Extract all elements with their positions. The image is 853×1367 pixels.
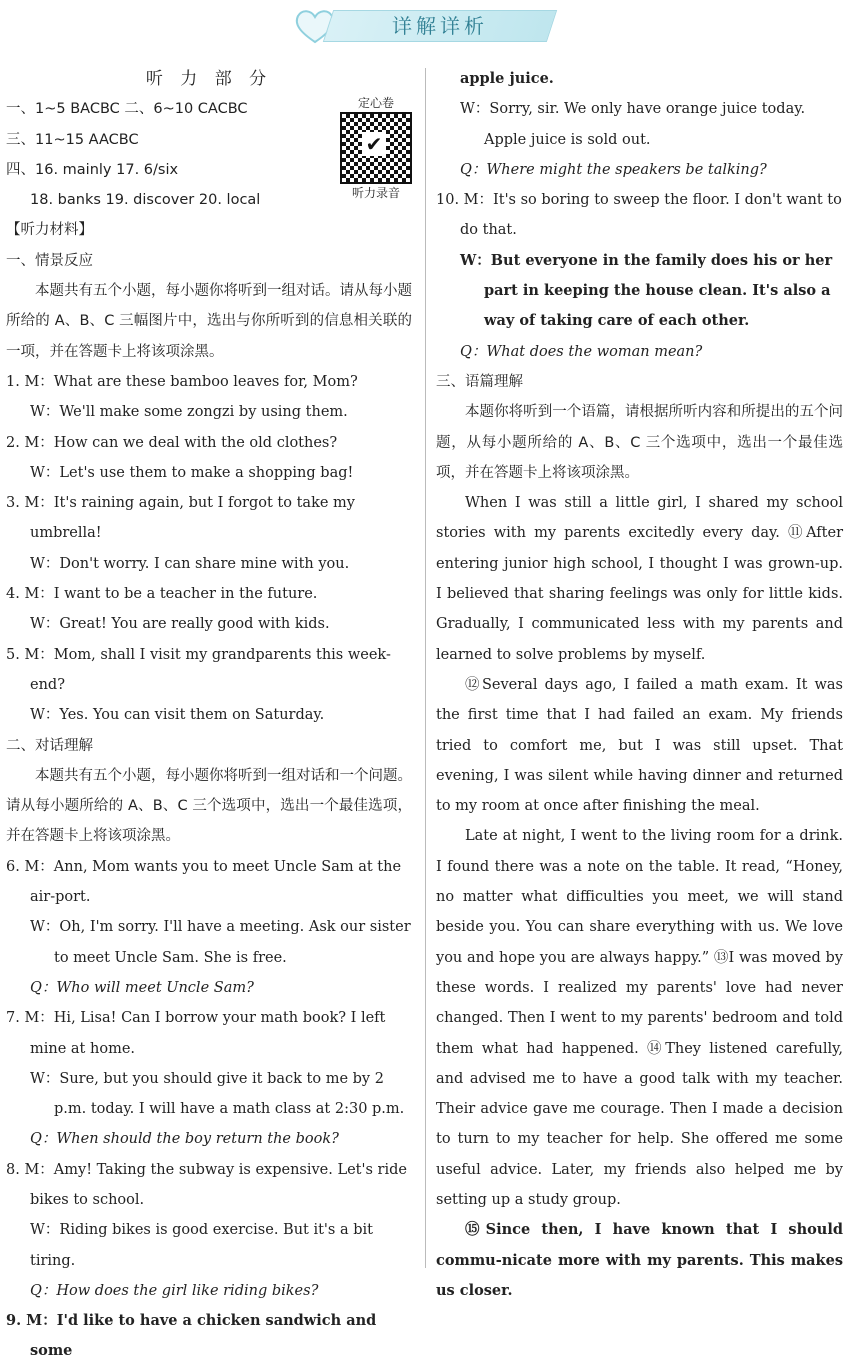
passage-paragraph-1: When I was still a little girl, I shared my school stories with my parents excitedly every day. ⑪After entering junior high school, I thought I was grown-up. I believed that sharing feelings was only for little kids. Gradually, I communicated less with my parents and learned to solve problems by myself. [436,495,843,663]
dialogue-10-q: Q：What does the woman mean? [460,343,703,360]
section-3-instructions: 本题你将听到一个语篇，请根据所听内容和所提出的五个问题，从每小题所给的 A、B、C 三个选项中，选出一个最佳选项，并在答题卡上将该项涂黑。 [436,404,843,481]
passage-paragraph-3: Late at night, I went to the living room for a drink. I found there was a note on the table. It read, “Honey, no matter what difficulties you meet, we will stand beside you. You can share everything with us. We love you and hope you are always happy.” ⑬I was moved by these words. I realized my parents' love had never changed. Then I went to my parents' bedroom and told them what had happened. ⑭They listened carefully, and advised me to have a good talk with my teacher. Their advice gave me courage. Then I made a decision to turn to my teacher for help. She offered me some useful advice. Later, my friends also helped me by setting up a study group. [436,828,843,1208]
section-1-instructions: 本题共有五个小题，每小题你将听到一组对话。请从每小题所给的 A、B、C 三幅图片中，选出与你所听到的信息相关联的一项，并在答题卡上将该项涂黑。 [6,283,412,360]
section-2-instructions: 本题共有五个小题，每小题你将听到一组对话和一个问题。请从每小题所给的 A、B、C 三个选项中，选出一个最佳选项，并在答题卡上将该项涂黑。 [6,767,412,845]
dialogue-10-w: W：But everyone in the family does his or her part in keeping the house clean. It's also a way of taking care of each other. [460,251,833,330]
right-column [436,64,843,1306]
section-2-title: 二、对话理解 [6,737,93,754]
dialogue-9-w: W：Sorry, sir. We only have orange juice today. Apple juice is sold out. [460,101,806,148]
dialogue-6-w: W：Oh, I'm sorry. I'll have a meeting. Ask our sister to meet Uncle Sam. She is free. [30,919,411,966]
dialogue-10-m: 10. M：It's so boring to sweep the floor. I don't want to do that. [436,192,842,239]
answer-line-4: 18. banks 19. discover 20. local [30,192,261,209]
section-3-title: 三、语篇理解 [436,373,523,390]
passage-paragraph-2: ⑫Several days ago, I failed a math exam. It was the first time that I had failed an exam. My friends tried to comfort me, but I was still upset. That evening, I was silent while having dinner and returned to my room at once after finishing the meal. [436,676,843,815]
qr-top-label: 定心卷 [357,96,394,110]
dialogue-7-q: Q：When should the boy return the book? [30,1131,339,1148]
dialogue-8-m: 8. M：Amy! Taking the subway is expensive. Let's ride bikes to school. [6,1161,407,1208]
dialogue-2-m: 2. M：How can we deal with the old clothes? [6,434,338,451]
answer-line-2: 三、11~15 AACBC [6,131,139,148]
dialogue-1-m: 1. M：What are these bamboo leaves for, Mom? [6,373,358,390]
dialogue-4-w: W：Great! You are really good with kids. [30,616,330,633]
left-column [6,64,412,1367]
dialogue-8-w: W：Riding bikes is good exercise. But it's a bit tiring. [30,1222,373,1269]
dialogue-9-q: Q：Where might the speakers be talking? [460,161,767,178]
dialogue-8-q: Q：How does the girl like riding bikes? [30,1282,319,1299]
dialogue-9-cont: apple juice. [460,70,554,87]
dialogue-5-w: W：Yes. You can visit them on Saturday. [30,707,325,724]
dialogue-3-m: 3. M：It's raining again, but I forgot to take my umbrella! [6,495,355,542]
dialogue-6-q: Q：Who will meet Uncle Sam? [30,979,254,996]
header-banner [288,6,556,46]
section-1-title: 一、情景反应 [6,252,93,269]
column-divider [425,68,426,1268]
dialogue-7-m: 7. M：Hi, Lisa! Can I borrow your math book? I left mine at home. [6,1010,386,1057]
dialogue-9-m: 9. M：I'd like to have a chicken sandwich and some [6,1312,377,1360]
dialogue-6-m: 6. M：Ann, Mom wants you to meet Uncle Sam at the air-port. [6,858,402,906]
banner-title: 详解详析 [392,14,488,38]
dialogue-1-w: W：We'll make some zongzi by using them. [30,404,348,421]
answer-line-1: 一、1~5 BACBC 二、6~10 CACBC [6,101,248,118]
answer-line-3: 四、16. mainly 17. 6/six [6,161,179,178]
dialogue-5-m: 5. M：Mom, shall I visit my grandparents this week-end? [6,646,391,693]
check-icon: ✔ [362,132,386,156]
section-heading: 听 力 部 分 [145,69,273,89]
material-label: 【听力材料】 [6,222,93,239]
dialogue-2-w: W：Let's use them to make a shopping bag! [30,464,354,481]
dialogue-3-w: W：Don't worry. I can share mine with you. [30,555,350,572]
passage-paragraph-4: ⑮Since then, I have known that I should commu-nicate more with my parents. This makes us closer. [436,1221,843,1299]
dialogue-7-w: W：Sure, but you should give it back to me by 2 p.m. today. I will have a math class at 2:30 p.m. [30,1070,405,1118]
dialogue-4-m: 4. M：I want to be a teacher in the future. [6,586,318,603]
qr-bottom-label: 听力录音 [351,186,400,200]
